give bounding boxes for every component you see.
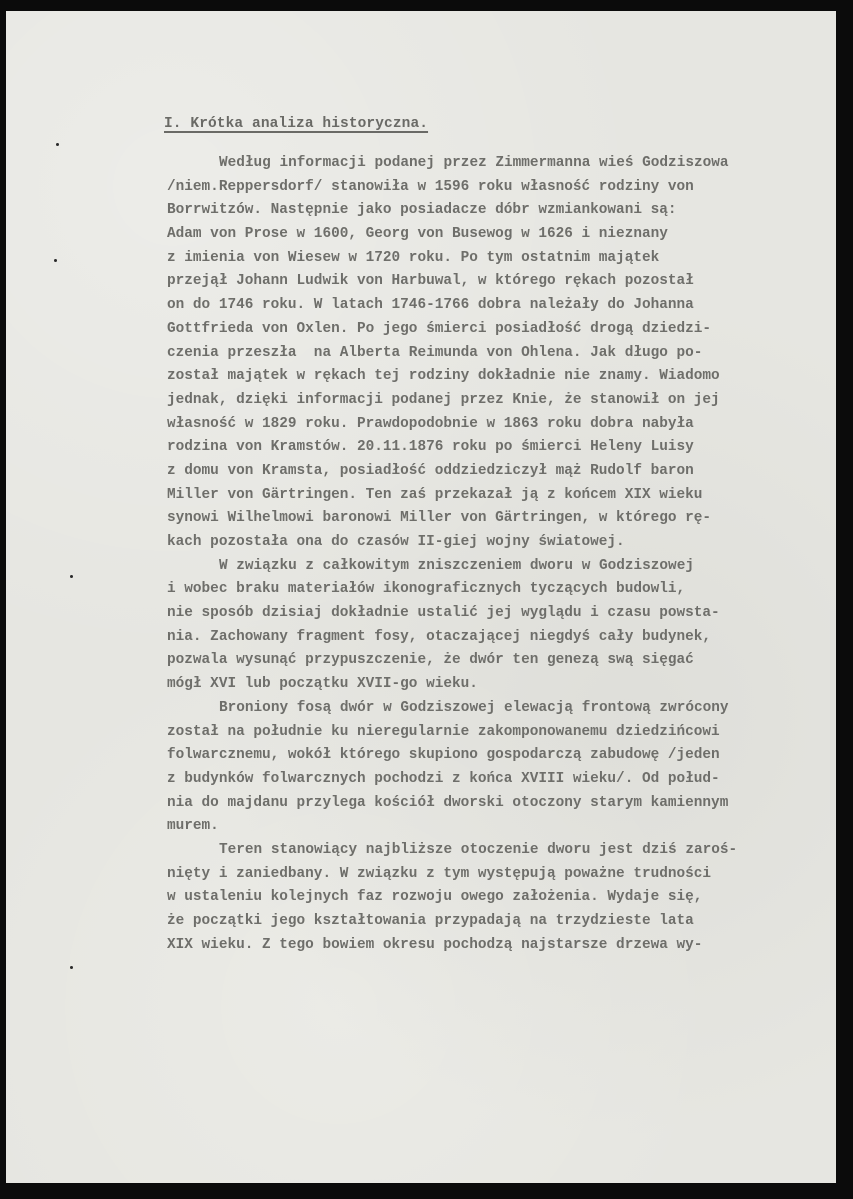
text-line: został majątek w rękach tej rodziny dokładnie nie znamy. Wiadomo xyxy=(167,368,720,385)
body-text xyxy=(167,152,847,957)
text-line: z imienia von Wiesew w 1720 roku. Po tym ostatnim majątek xyxy=(167,249,660,266)
text-line: przejął Johann Ludwik von Harbuwal, w którego rękach pozostał xyxy=(167,273,694,290)
text-line: nięty i zaniedbany. W związku z tym występują poważne trudności xyxy=(167,865,712,882)
text-line: nia do majdanu przylega kościół dworski otoczony starym kamiennym xyxy=(167,794,729,811)
text-line: kach pozostała ona do czasów II-giej wojny światowej. xyxy=(167,534,625,550)
margin-dot xyxy=(70,966,73,969)
text-line: i wobec braku materiałów ikonograficznych tyczących budowli, xyxy=(167,581,686,598)
text-line: rodzina von Kramstów. 20.11.1876 roku po śmierci Heleny Luisy xyxy=(167,439,694,456)
text-line: Borrwitzów. Następnie jako posiadacze dóbr wzmiankowani są: xyxy=(167,202,677,219)
text-line: XIX wieku. Z tego bowiem okresu pochodzą najstarsze drzewa wy- xyxy=(167,936,703,953)
text-line: nia. Zachowany fragment fosy, otaczającej niegdyś cały budynek, xyxy=(167,628,712,645)
text-line: folwarcznemu, wokół którego skupiono gospodarczą zabudowę /jeden xyxy=(167,747,720,764)
text-line: z budynków folwarcznych pochodzi z końca XVIII wieku/. Od połud- xyxy=(167,770,720,787)
margin-dot xyxy=(54,259,57,262)
text-line: z domu von Kramsta, posiadłość oddziedziczył mąż Rudolf baron xyxy=(167,462,694,479)
text-line: w ustaleniu kolejnych faz rozwoju owego założenia. Wydaje się, xyxy=(167,889,703,906)
section-title: I. Krótka analiza historyczna. xyxy=(164,116,429,132)
text-line: że początki jego kształtowania przypadają na trzydzieste lata xyxy=(167,913,694,929)
text-line: nie sposób dzisiaj dokładnie ustalić jej wyglądu i czasu powsta- xyxy=(167,605,720,622)
text-line: Miller von Gärtringen. Ten zaś przekazał ją z końcem XIX wieku xyxy=(167,486,703,503)
paragraph-first-line: W związku z całkowitym zniszczeniem dworu w Godziszowej xyxy=(219,557,694,574)
text-line: czenia przeszła na Alberta Reimunda von Ohlena. Jak długo po- xyxy=(167,344,703,361)
typewritten-page xyxy=(6,11,836,1183)
paragraph-first-line: Teren stanowiący najbliższe otoczenie dworu jest dziś zaroś- xyxy=(219,841,738,858)
text-line: pozwala wysunąć przypuszczenie, że dwór ten genezą swą sięgać xyxy=(167,652,694,669)
text-line: on do 1746 roku. W latach 1746-1766 dobra należały do Johanna xyxy=(167,297,694,314)
text-line: Gottfrieda von Oxlen. Po jego śmierci posiadłość drogą dziedzi- xyxy=(167,320,712,337)
text-line: synowi Wilhelmowi baronowi Miller von Gärtringen, w którego rę- xyxy=(167,510,712,527)
text-line: murem. xyxy=(167,818,219,835)
margin-dot xyxy=(70,575,73,578)
paragraph-first-line: Według informacji podanej przez Zimmermanna wieś Godziszowa xyxy=(219,155,729,171)
text-line: został na południe ku nieregularnie zakomponowanemu dziedzińcowi xyxy=(167,723,720,740)
text-line: Adam von Prose w 1600, Georg von Busewog w 1626 i nieznany xyxy=(167,226,668,243)
text-line: własność w 1829 roku. Prawdopodobnie w 1863 roku dobra nabyła xyxy=(167,415,694,432)
text-line: mógł XVI lub początku XVII-go wieku. xyxy=(167,676,478,693)
text-line: jednak, dzięki informacji podanej przez Knie, że stanowił on jej xyxy=(167,391,720,408)
text-line: /niem.Reppersdorf/ stanowiła w 1596 roku własność rodziny von xyxy=(167,178,694,195)
margin-dot xyxy=(56,143,59,146)
paragraph-first-line: Broniony fosą dwór w Godziszowej elewacją frontową zwrócony xyxy=(219,699,729,716)
